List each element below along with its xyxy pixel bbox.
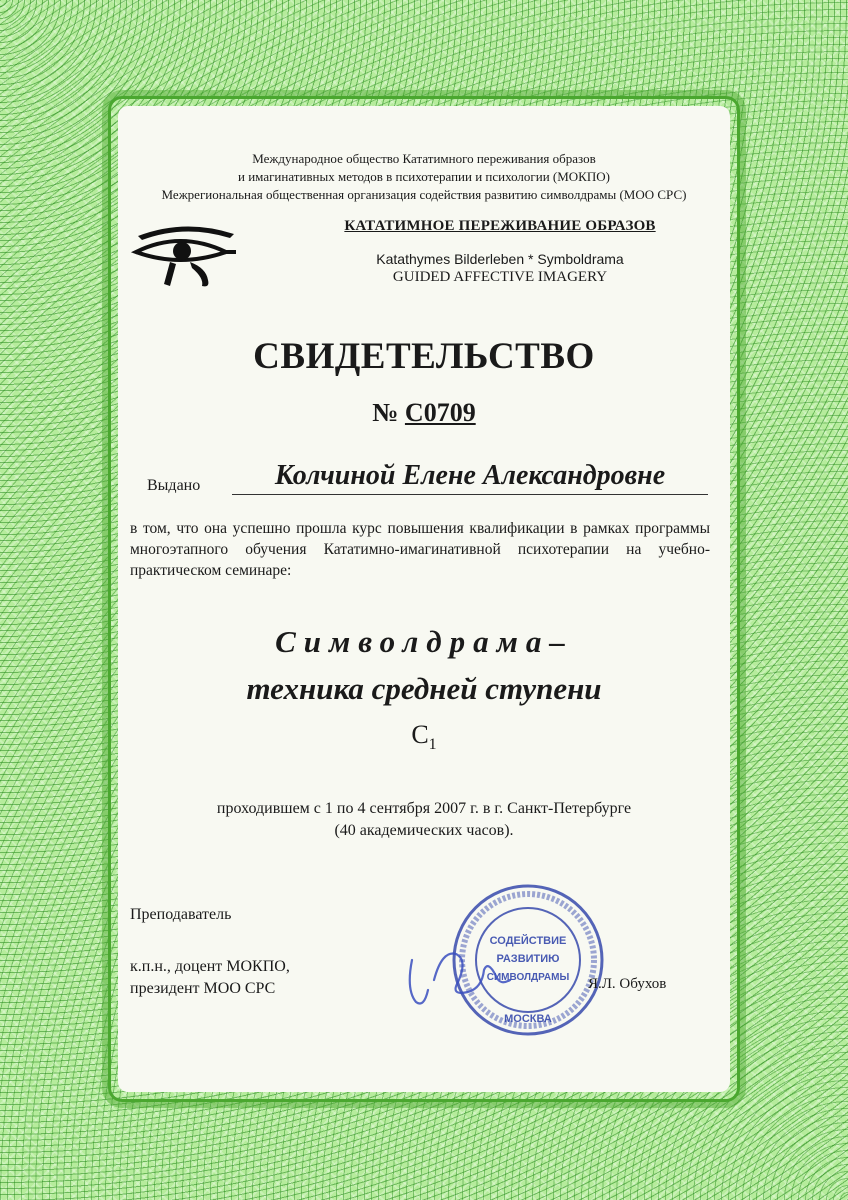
course-subtitle-de: Katathymes Bilderleben * Symboldrama	[376, 251, 624, 267]
program-title-line-2: техника средней ступени	[246, 671, 602, 706]
recipient-name: Колчиной Елене Александровне	[232, 460, 708, 495]
org-line-3: Межрегиональная общественная организация содействия развитию символдрамы (МОО СРС)	[161, 187, 687, 202]
teacher-position: президент МОО СРС	[130, 980, 276, 997]
level-letter: С	[411, 720, 429, 749]
seal-text-1: СОДЕЙСТВИЕ	[489, 935, 567, 947]
level-index: 1	[428, 736, 437, 754]
body-text: в том, что она успешно прошла курс повышения квалификации в рамках программы многоэтапного обучения Кататимно-имагинативной психотерапии на учебно-практическом семинаре:	[130, 520, 710, 579]
org-line-1: Международное общество Кататимного переживания образов	[252, 151, 596, 166]
number-prefix: №	[372, 398, 399, 427]
certificate-title: СВИДЕТЕЛЬСТВО	[253, 336, 595, 377]
course-title: КАТАТИМНОЕ ПЕРЕЖИВАНИЕ ОБРАЗОВ	[344, 218, 656, 234]
signer-name: Я.Л. Обухов	[588, 976, 667, 992]
program-title-line-1: Символдрама–	[275, 624, 573, 659]
issued-label: Выдано	[147, 477, 201, 494]
seal-text-3: СИМВОЛДРАМЫ	[486, 972, 570, 983]
teacher-degree: к.п.н., доцент МОКПО,	[130, 958, 290, 975]
seal-text-bottom: МОСКВА	[504, 1013, 552, 1025]
teacher-credentials	[130, 956, 290, 1000]
course-subtitle-en: GUIDED AFFECTIVE IMAGERY	[392, 269, 608, 285]
certificate-number	[118, 398, 730, 428]
teacher-label: Преподаватель	[130, 906, 232, 923]
program-level	[118, 720, 730, 754]
handwritten-signature	[398, 930, 518, 1020]
eye-of-horus-icon	[130, 222, 240, 292]
organization-header	[118, 150, 730, 204]
number-value: С0709	[404, 398, 476, 427]
org-line-2: и имагинативных методов в психотерапии и психологии (МОКПО)	[238, 169, 610, 184]
dates-line-1: проходившем с 1 по 4 сентября 2007 г. в г. Санкт-Петербурге	[216, 800, 632, 817]
seal-text-2: РАЗВИТИЮ	[496, 953, 560, 965]
dates-line-2: (40 академических часов).	[334, 822, 514, 839]
